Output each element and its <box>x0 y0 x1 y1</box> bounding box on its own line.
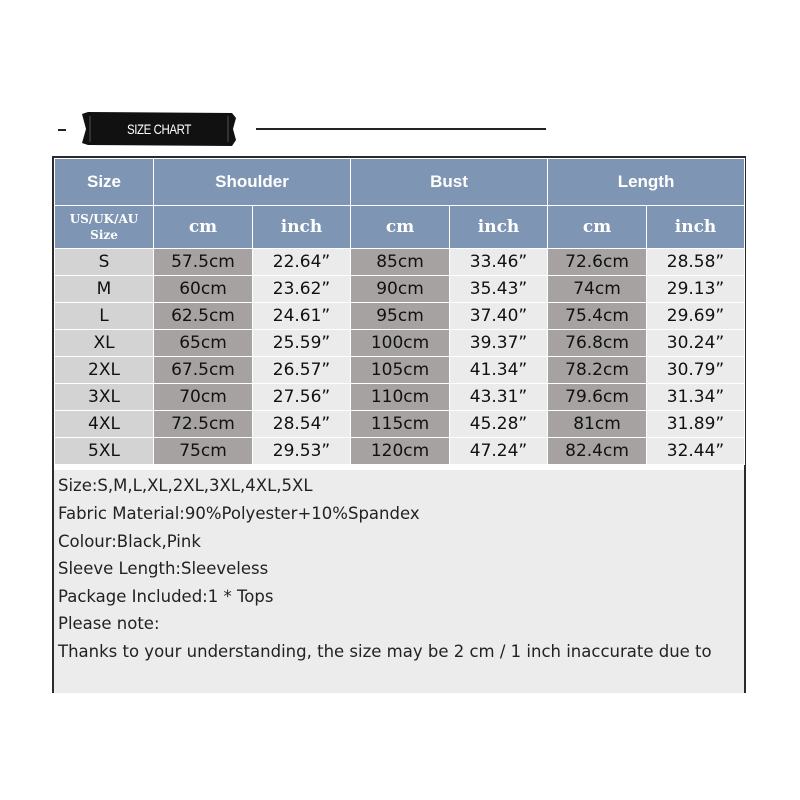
bust-inch-cell: 37.40” <box>450 303 548 330</box>
note-package: Package Included:1 * Tops <box>58 587 274 606</box>
length-cm-cell: 75.4cm <box>548 303 647 330</box>
length-cm-cell: 76.8cm <box>548 330 647 357</box>
note-sizes: Size:S,M,L,XL,2XL,3XL,4XL,5XL <box>58 476 313 495</box>
size-region-label: US/UK/AU <box>69 212 139 226</box>
length-cm-cell: 79.6cm <box>548 384 647 411</box>
size-cell: 5XL <box>55 438 154 465</box>
bust-inch-cell: 43.31” <box>450 384 548 411</box>
length-cm-cell: 72.6cm <box>548 249 647 276</box>
note-please: Please note: <box>58 614 160 633</box>
size-chart-frame <box>52 156 746 693</box>
size-cell: L <box>55 303 154 330</box>
header-bust: Bust <box>351 159 548 206</box>
bust-cm-cell: 100cm <box>351 330 450 357</box>
bust-inch-cell: 39.37” <box>450 330 548 357</box>
shoulder-cm-cell: 67.5cm <box>154 357 253 384</box>
shoulder-cm-cell: 72.5cm <box>154 411 253 438</box>
header-size-region <box>55 206 154 249</box>
size-cell: M <box>55 276 154 303</box>
bust-cm-cell: 110cm <box>351 384 450 411</box>
unit-cm: cm <box>154 206 253 249</box>
shoulder-inch-cell: 28.54” <box>253 411 351 438</box>
shoulder-inch-cell: 24.61” <box>253 303 351 330</box>
size-table <box>54 158 745 465</box>
size-cell: S <box>55 249 154 276</box>
length-inch-cell: 30.24” <box>647 330 745 357</box>
bust-inch-cell: 41.34” <box>450 357 548 384</box>
header-length: Length <box>548 159 745 206</box>
table-row <box>55 438 745 465</box>
length-cm-cell: 81cm <box>548 411 647 438</box>
length-inch-cell: 30.79” <box>647 357 745 384</box>
length-inch-cell: 28.58” <box>647 249 745 276</box>
bust-cm-cell: 90cm <box>351 276 450 303</box>
shoulder-cm-cell: 60cm <box>154 276 253 303</box>
table-row <box>55 276 745 303</box>
note-fabric: Fabric Material:90%Polyester+10%Spandex <box>58 504 420 523</box>
bust-cm-cell: 120cm <box>351 438 450 465</box>
length-cm-cell: 78.2cm <box>548 357 647 384</box>
bust-cm-cell: 95cm <box>351 303 450 330</box>
shoulder-inch-cell: 27.56” <box>253 384 351 411</box>
length-inch-cell: 32.44” <box>647 438 745 465</box>
group-header-row <box>55 159 745 206</box>
unit-inch: inch <box>253 206 351 249</box>
header-shoulder: Shoulder <box>154 159 351 206</box>
banner-tag <box>82 112 236 146</box>
length-inch-cell: 31.89” <box>647 411 745 438</box>
size-cell: 4XL <box>55 411 154 438</box>
table-row <box>55 357 745 384</box>
length-inch-cell: 31.34” <box>647 384 745 411</box>
size-chart-banner <box>56 112 756 148</box>
size-cell: 3XL <box>55 384 154 411</box>
shoulder-cm-cell: 62.5cm <box>154 303 253 330</box>
unit-inch: inch <box>450 206 548 249</box>
bust-inch-cell: 35.43” <box>450 276 548 303</box>
note-accuracy: Thanks to your understanding, the size may be 2 cm / 1 inch inaccurate due to <box>58 642 712 661</box>
unit-cm: cm <box>351 206 450 249</box>
length-inch-cell: 29.69” <box>647 303 745 330</box>
length-inch-cell: 29.13” <box>647 276 745 303</box>
banner-dash <box>58 129 66 131</box>
unit-inch: inch <box>647 206 745 249</box>
bust-cm-cell: 115cm <box>351 411 450 438</box>
banner-rule <box>256 128 546 130</box>
note-sleeve: Sleeve Length:Sleeveless <box>58 559 269 578</box>
note-colour: Colour:Black,Pink <box>58 532 201 551</box>
table-row <box>55 411 745 438</box>
size-cell: 2XL <box>55 357 154 384</box>
banner-title: SIZE CHART <box>127 121 191 137</box>
unit-header-row <box>55 206 745 249</box>
length-cm-cell: 82.4cm <box>548 438 647 465</box>
shoulder-inch-cell: 25.59” <box>253 330 351 357</box>
table-row <box>55 330 745 357</box>
shoulder-cm-cell: 57.5cm <box>154 249 253 276</box>
table-row <box>55 249 745 276</box>
table-row <box>55 384 745 411</box>
bust-inch-cell: 33.46” <box>450 249 548 276</box>
product-notes <box>54 468 744 693</box>
shoulder-inch-cell: 23.62” <box>253 276 351 303</box>
shoulder-inch-cell: 22.64” <box>253 249 351 276</box>
size-region-sublabel: Size <box>90 228 118 242</box>
header-size: Size <box>55 159 154 206</box>
shoulder-cm-cell: 70cm <box>154 384 253 411</box>
size-cell: XL <box>55 330 154 357</box>
shoulder-inch-cell: 29.53” <box>253 438 351 465</box>
bust-cm-cell: 105cm <box>351 357 450 384</box>
shoulder-cm-cell: 65cm <box>154 330 253 357</box>
bust-cm-cell: 85cm <box>351 249 450 276</box>
shoulder-cm-cell: 75cm <box>154 438 253 465</box>
unit-cm: cm <box>548 206 647 249</box>
table-row <box>55 303 745 330</box>
bust-inch-cell: 45.28” <box>450 411 548 438</box>
length-cm-cell: 74cm <box>548 276 647 303</box>
shoulder-inch-cell: 26.57” <box>253 357 351 384</box>
bust-inch-cell: 47.24” <box>450 438 548 465</box>
